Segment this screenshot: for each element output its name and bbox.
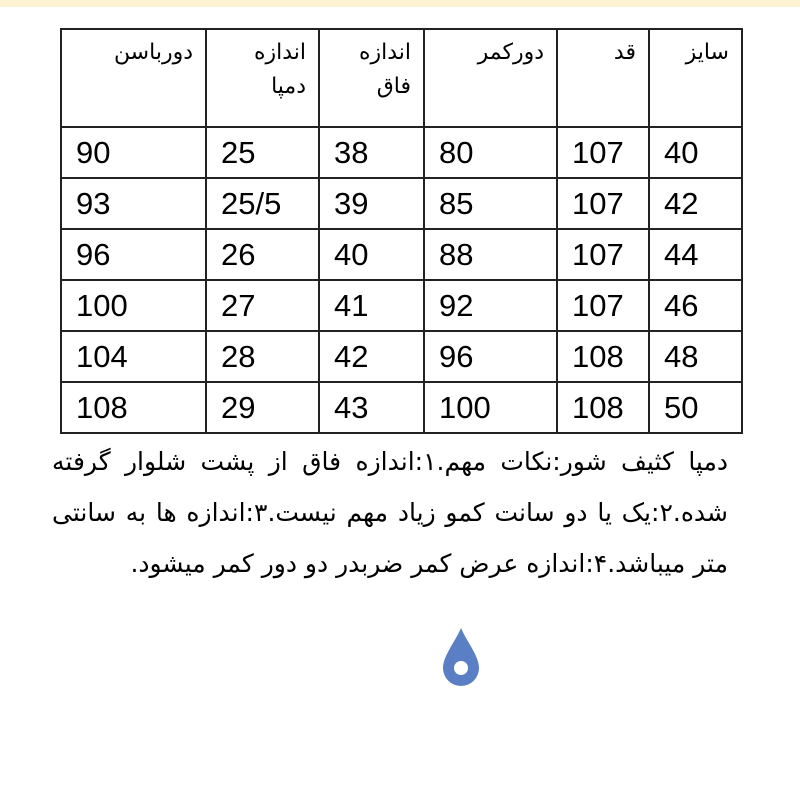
cell-hip: 104 bbox=[61, 331, 206, 382]
table-header-row bbox=[61, 29, 742, 127]
cell-length: 107 bbox=[557, 280, 649, 331]
water-drop-icon bbox=[443, 628, 479, 686]
header-rise: اندازه فاق bbox=[319, 29, 424, 127]
cell-size: 50 bbox=[649, 382, 742, 433]
cell-waist: 80 bbox=[424, 127, 557, 178]
cell-length: 107 bbox=[557, 127, 649, 178]
cell-hem: 29 bbox=[206, 382, 319, 433]
cell-rise: 43 bbox=[319, 382, 424, 433]
cell-rise: 39 bbox=[319, 178, 424, 229]
cell-hip: 100 bbox=[61, 280, 206, 331]
important-notes-paragraph: دمپا کثیف شور:نکات مهم.۱:اندازه فاق از پشت شلوار گرفته شده.۲:یک یا دو سانت کمو زیاد مهم نیست.۳:اندازه ها به سانتی متر میباشد.۴:اندازه عرض کمر ضربدر دو دور کمر میشود. bbox=[52, 447, 729, 578]
cell-hip: 96 bbox=[61, 229, 206, 280]
cell-hem: 25 bbox=[206, 127, 319, 178]
cell-length: 107 bbox=[557, 229, 649, 280]
top-bar bbox=[0, 0, 800, 7]
cell-waist: 92 bbox=[424, 280, 557, 331]
cell-hem: 28 bbox=[206, 331, 319, 382]
cell-hip: 93 bbox=[61, 178, 206, 229]
cell-size: 42 bbox=[649, 178, 742, 229]
cell-size: 46 bbox=[649, 280, 742, 331]
cell-waist: 100 bbox=[424, 382, 557, 433]
table-row bbox=[61, 280, 742, 331]
cell-waist: 96 bbox=[424, 331, 557, 382]
header-hip: دورباسن bbox=[61, 29, 206, 127]
table-row bbox=[61, 229, 742, 280]
cell-rise: 38 bbox=[319, 127, 424, 178]
cell-hem: 27 bbox=[206, 280, 319, 331]
table-row bbox=[61, 331, 742, 382]
table-row bbox=[61, 127, 742, 178]
cell-size: 48 bbox=[649, 331, 742, 382]
cell-size: 44 bbox=[649, 229, 742, 280]
table-row bbox=[61, 382, 742, 433]
cell-hip: 90 bbox=[61, 127, 206, 178]
cell-hip: 108 bbox=[61, 382, 206, 433]
size-chart-table bbox=[60, 28, 743, 434]
header-hem: اندازه دمپا bbox=[206, 29, 319, 127]
cell-waist: 85 bbox=[424, 178, 557, 229]
cell-size: 40 bbox=[649, 127, 742, 178]
header-size: سایز bbox=[649, 29, 742, 127]
header-waist: دورکمر bbox=[424, 29, 557, 127]
cell-length: 108 bbox=[557, 382, 649, 433]
table-row bbox=[61, 178, 742, 229]
cell-hem: 25/5 bbox=[206, 178, 319, 229]
cell-waist: 88 bbox=[424, 229, 557, 280]
cell-rise: 40 bbox=[319, 229, 424, 280]
cell-length: 107 bbox=[557, 178, 649, 229]
cell-length: 108 bbox=[557, 331, 649, 382]
cell-hem: 26 bbox=[206, 229, 319, 280]
cell-rise: 41 bbox=[319, 280, 424, 331]
header-length: قد bbox=[557, 29, 649, 127]
cell-rise: 42 bbox=[319, 331, 424, 382]
